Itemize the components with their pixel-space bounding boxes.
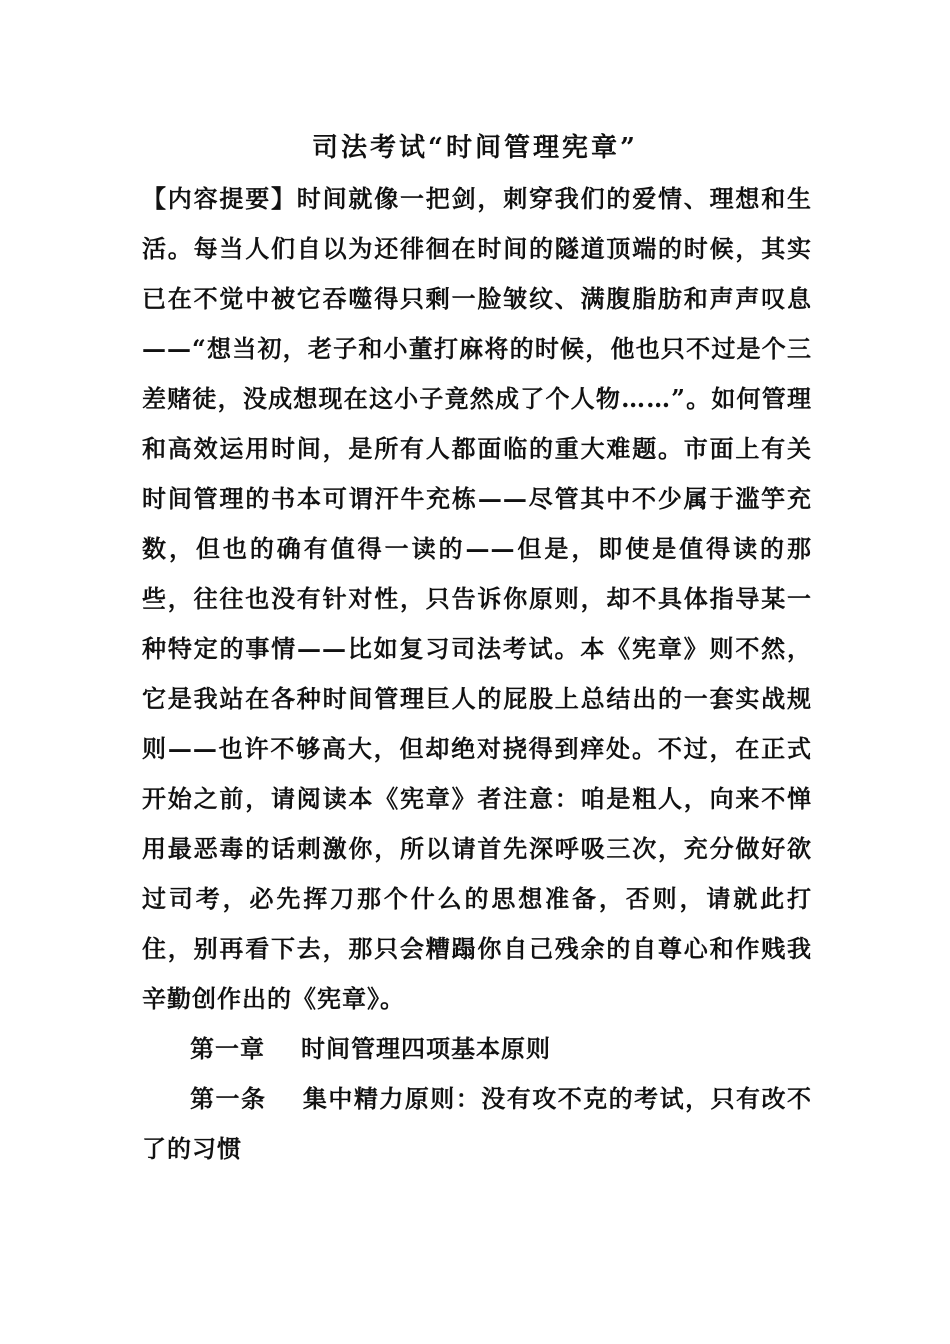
document-body bbox=[142, 174, 812, 1174]
document-title: 司法考试“时间管理宪章” bbox=[312, 133, 638, 163]
article-paragraph bbox=[142, 1074, 812, 1174]
chapter-label: 第一章 bbox=[190, 1034, 265, 1063]
summary-paragraph: 【内容提要】时间就像一把剑，刺穿我们的爱情、理想和生活。每当人们自以为还徘徊在时间的隧道顶端的时候，其实已在不觉中被它吞噬得只剩一脸皱纹、满腹脂肪和声声叹息——“想当初，老子和小董打麻将的时候，他也只不过是个三差赌徒，没成想现在这小子竟然成了个人物……”。如何管理和高效运用时间，是所有人都面临的重大难题。市面上有关时间管理的书本可谓汗牛充栋——尽管其中不少属于滥竽充数，但也的确有值得一读的——但是，即使是值得读的那些，往往也没有针对性，只告诉你原则，却不具体指导某一种特定的事情——比如复习司法考试。本《宪章》则不然，它是我站在各种时间管理巨人的屁股上总结出的一套实战规则——也许不够高大，但却绝对挠得到痒处。不过，在正式开始之前，请阅读本《宪章》者注意：咱是粗人，向来不惮用最恶毒的话刺激你，所以请首先深呼吸三次，充分做好欲过司考，必先挥刀那个什么的思想准备，否则，请就此打住，别再看下去，那只会糟蹋你自己残余的自尊心和作贱我辛勤创作出的《宪章》。 bbox=[142, 184, 812, 1013]
article-label: 第一条 bbox=[190, 1084, 267, 1113]
chapter-title: 时间管理四项基本原则 bbox=[301, 1034, 551, 1063]
article-text: 集中精力原则：没有攻不克的考试，只有改不了的习惯 bbox=[142, 1084, 813, 1163]
chapter-heading bbox=[142, 1024, 812, 1074]
